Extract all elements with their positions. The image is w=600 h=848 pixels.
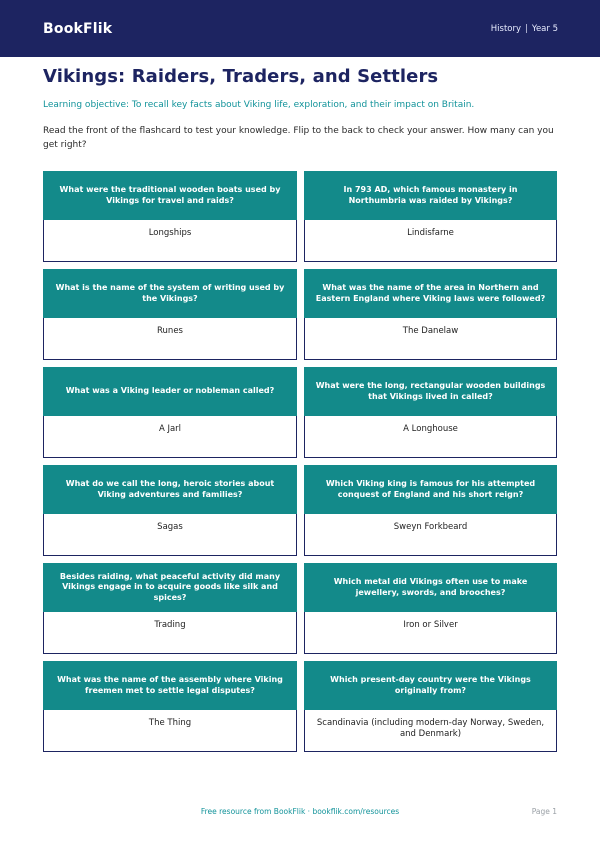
breadcrumb-separator: |: [525, 23, 528, 34]
flashcard[interactable]: [304, 367, 557, 458]
flashcard[interactable]: [43, 465, 297, 556]
top-bar: [0, 0, 600, 57]
flashcard-answer: Lindisfarne: [304, 220, 557, 262]
flashcard-question: What is the name of the system of writing used by the Vikings?: [43, 269, 297, 318]
flashcard-grid: [43, 171, 557, 752]
flashcard-question: What was the name of the area in Northern and Eastern England where Viking laws were followed?: [304, 269, 557, 318]
flashcard[interactable]: [304, 269, 557, 360]
flashcard[interactable]: [43, 269, 297, 360]
flashcard-question: Which present-day country were the Vikings originally from?: [304, 661, 557, 710]
flashcard-answer: Runes: [43, 318, 297, 360]
flashcard[interactable]: [43, 367, 297, 458]
flashcard-answer: Sagas: [43, 514, 297, 556]
breadcrumb-year: Year 5: [531, 23, 558, 34]
flashcard[interactable]: [43, 171, 297, 262]
brand-logo[interactable]: BookFlik: [43, 20, 113, 37]
footer-credit[interactable]: Free resource from BookFlik · bookflik.com/resources: [200, 807, 400, 816]
instructions: Read the front of the flashcard to test your knowledge. Flip to the back to check your answer. How many can you get right?: [43, 126, 554, 150]
flashcard[interactable]: [304, 171, 557, 262]
flashcard-question: What were the traditional wooden boats used by Vikings for travel and raids?: [43, 171, 297, 220]
flashcard-answer: A Jarl: [43, 416, 297, 458]
flashcard-question: Besides raiding, what peaceful activity did many Vikings engage in to acquire goods like silk and spices?: [43, 563, 297, 612]
breadcrumb-subject: History: [490, 23, 522, 34]
flashcard-question: Which metal did Vikings often use to make jewellery, swords, and brooches?: [304, 563, 557, 612]
flashcard[interactable]: [304, 563, 557, 654]
flashcard-question: What was the name of the assembly where Viking freemen met to settle legal disputes?: [43, 661, 297, 710]
flashcard-answer: Scandinavia (including modern-day Norway, Sweden, and Denmark): [304, 710, 557, 752]
flashcard-answer: The Danelaw: [304, 318, 557, 360]
flashcard-answer: Longships: [43, 220, 297, 262]
flashcard-question: What was a Viking leader or nobleman called?: [43, 367, 297, 416]
flashcard-answer: Sweyn Forkbeard: [304, 514, 557, 556]
flashcard[interactable]: [304, 661, 557, 752]
flashcard[interactable]: [304, 465, 557, 556]
flashcard-question: What were the long, rectangular wooden buildings that Vikings lived in called?: [304, 367, 557, 416]
breadcrumb: [491, 24, 558, 34]
flashcard-answer: The Thing: [43, 710, 297, 752]
page-number: Page 1: [531, 807, 557, 816]
flashcard[interactable]: [43, 563, 297, 654]
flashcard-answer: Trading: [43, 612, 297, 654]
flashcard-question: What do we call the long, heroic stories about Viking adventures and families?: [43, 465, 297, 514]
flashcard-answer: Iron or Silver: [304, 612, 557, 654]
flashcard-question: Which Viking king is famous for his attempted conquest of England and his short reign?: [304, 465, 557, 514]
page-title: Vikings: Raiders, Traders, and Settlers: [43, 66, 439, 87]
flashcard[interactable]: [43, 661, 297, 752]
flashcard-answer: A Longhouse: [304, 416, 557, 458]
flashcard-question: In 793 AD, which famous monastery in Northumbria was raided by Vikings?: [304, 171, 557, 220]
learning-objective: Learning objective: To recall key facts about Viking life, exploration, and their impact on Britain.: [43, 100, 475, 110]
